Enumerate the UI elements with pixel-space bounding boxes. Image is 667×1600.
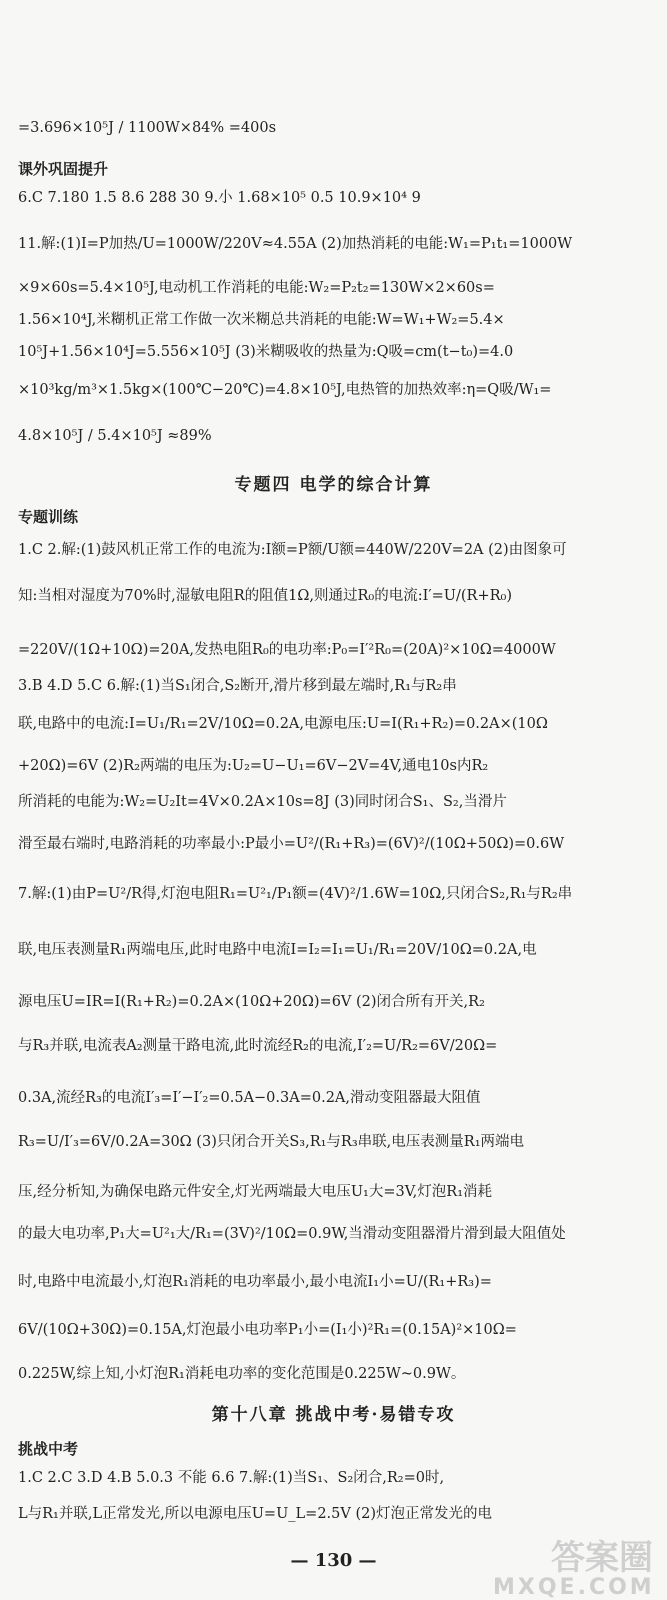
text-line: =3.696×10⁵J / 1100W×84% =400s: [18, 120, 277, 136]
watermark-url: MXQE.COM: [493, 1575, 655, 1600]
text-line: 与R₃并联,电流表A₂测量干路电流,此时流经R₂的电流,I′₂=U/R₂=6V/20Ω=: [18, 1038, 498, 1054]
text-line: 1.C 2.C 3.D 4.B 5.0.3 不能 6.6 7.解:(1)当S₁、S₂闭合,R₂=0时,: [18, 1470, 445, 1486]
text-line: ×10³kg/m³×1.5kg×(100℃−20℃)=4.8×10⁵J,电热管的加热效率:η=Q吸/W₁=: [18, 382, 552, 398]
section-subtitle-challenge: 挑战中考: [18, 1440, 79, 1458]
text-line: 滑至最右端时,电路消耗的功率最小:P最小=U²/(R₁+R₃)=(6V)²/(10Ω+50Ω)=0.6W: [18, 836, 565, 852]
text-line: 联,电压表测量R₁两端电压,此时电路中电流I=I₂=I₁=U₁/R₁=20V/10Ω=0.2A,电: [18, 942, 537, 958]
section-subtitle-extra-practice: 课外巩固提升: [18, 160, 109, 178]
text-line: 6.C 7.180 1.5 8.6 288 30 9.小 1.68×10⁵ 0.5 10.9×10⁴ 9: [18, 190, 421, 206]
text-line: 3.B 4.D 5.C 6.解:(1)当S₁闭合,S₂断开,滑片移到最左端时,R₁与R₂串: [18, 678, 457, 694]
text-line: 7.解:(1)由P=U²/R得,灯泡电阻R₁=U²₁/P₁额=(4V)²/1.6W=10Ω,只闭合S₂,R₁与R₂串: [18, 886, 573, 902]
text-line: 0.3A,流经R₃的电流I′₃=I′−I′₂=0.5A−0.3A=0.2A,滑动变阻器最大阻值: [18, 1090, 481, 1106]
text-line: 10⁵J+1.56×10⁴J=5.556×10⁵J (3)米糊吸收的热量为:Q吸=cm(t−t₀)=4.0: [18, 344, 514, 360]
section-heading-chapter-eighteen: 第十八章 挑战中考·易错专攻: [211, 1405, 456, 1425]
text-line: 4.8×10⁵J / 5.4×10⁵J ≈89%: [18, 428, 212, 444]
text-line: ×9×60s=5.4×10⁵J,电动机工作消耗的电能:W₂=P₂t₂=130W×2×60s=: [18, 280, 495, 296]
text-line: 1.56×10⁴J,米糊机正常工作做一次米糊总共消耗的电能:W=W₁+W₂=5.4×: [18, 312, 505, 328]
section-heading-topic-four: 专题四 电学的综合计算: [234, 475, 433, 495]
watermark-logo: [493, 1530, 655, 1600]
text-line: 11.解:(1)I=P加热/U=1000W/220V≈4.55A (2)加热消耗的电能:W₁=P₁t₁=1000W: [18, 236, 573, 252]
text-line: L与R₁并联,L正常发光,所以电源电压U=U_L=2.5V (2)灯泡正常发光的电: [18, 1506, 493, 1522]
text-line: 知:当相对湿度为70%时,湿敏电阻R的阻值1Ω,则通过R₀的电流:I′=U/(R+R₀): [18, 588, 512, 604]
page-number: — 130 —: [290, 1550, 377, 1571]
text-line: 的最大电功率,P₁大=U²₁大/R₁=(3V)²/10Ω=0.9W,当滑动变阻器滑片滑到最大阻值处: [18, 1226, 566, 1242]
text-line: R₃=U/I′₃=6V/0.2A=30Ω (3)只闭合开关S₃,R₁与R₃串联,电压表测量R₁两端电: [18, 1134, 525, 1150]
text-line: 压,经分析知,为确保电路元件安全,灯光两端最大电压U₁大=3V,灯泡R₁消耗: [18, 1184, 493, 1200]
text-line: 6V/(10Ω+30Ω)=0.15A,灯泡最小电功率P₁小=(I₁小)²R₁=(0.15A)²×10Ω=: [18, 1322, 517, 1338]
text-line: 时,电路中电流最小,灯泡R₁消耗的电功率最小,最小电流I₁小=U/(R₁+R₃)=: [18, 1274, 492, 1290]
text-line: 0.225W,综上知,小灯泡R₁消耗电功率的变化范围是0.225W~0.9W。: [18, 1366, 466, 1382]
text-line: 源电压U=IR=I(R₁+R₂)=0.2A×(10Ω+20Ω)=6V (2)闭合所有开关,R₂: [18, 994, 485, 1010]
text-line: =220V/(1Ω+10Ω)=20A,发热电阻R₀的电功率:P₀=I′²R₀=(20A)²×10Ω=4000W: [18, 642, 556, 658]
section-subtitle-topic-training: 专题训练: [18, 508, 79, 526]
text-line: 1.C 2.解:(1)鼓风机正常工作的电流为:I额=P额/U额=440W/220V=2A (2)由图象可: [18, 542, 567, 558]
text-line: 所消耗的电能为:W₂=U₂It=4V×0.2A×10s=8J (3)同时闭合S₁、S₂,当滑片: [18, 794, 507, 810]
text-line: +20Ω)=6V (2)R₂两端的电压为:U₂=U−U₁=6V−2V=4V,通电10s内R₂: [18, 758, 489, 774]
watermark-text: 答案圈: [551, 1538, 653, 1578]
text-line: 联,电路中的电流:I=U₁/R₁=2V/10Ω=0.2A,电源电压:U=I(R₁+R₂)=0.2A×(10Ω: [18, 716, 548, 732]
